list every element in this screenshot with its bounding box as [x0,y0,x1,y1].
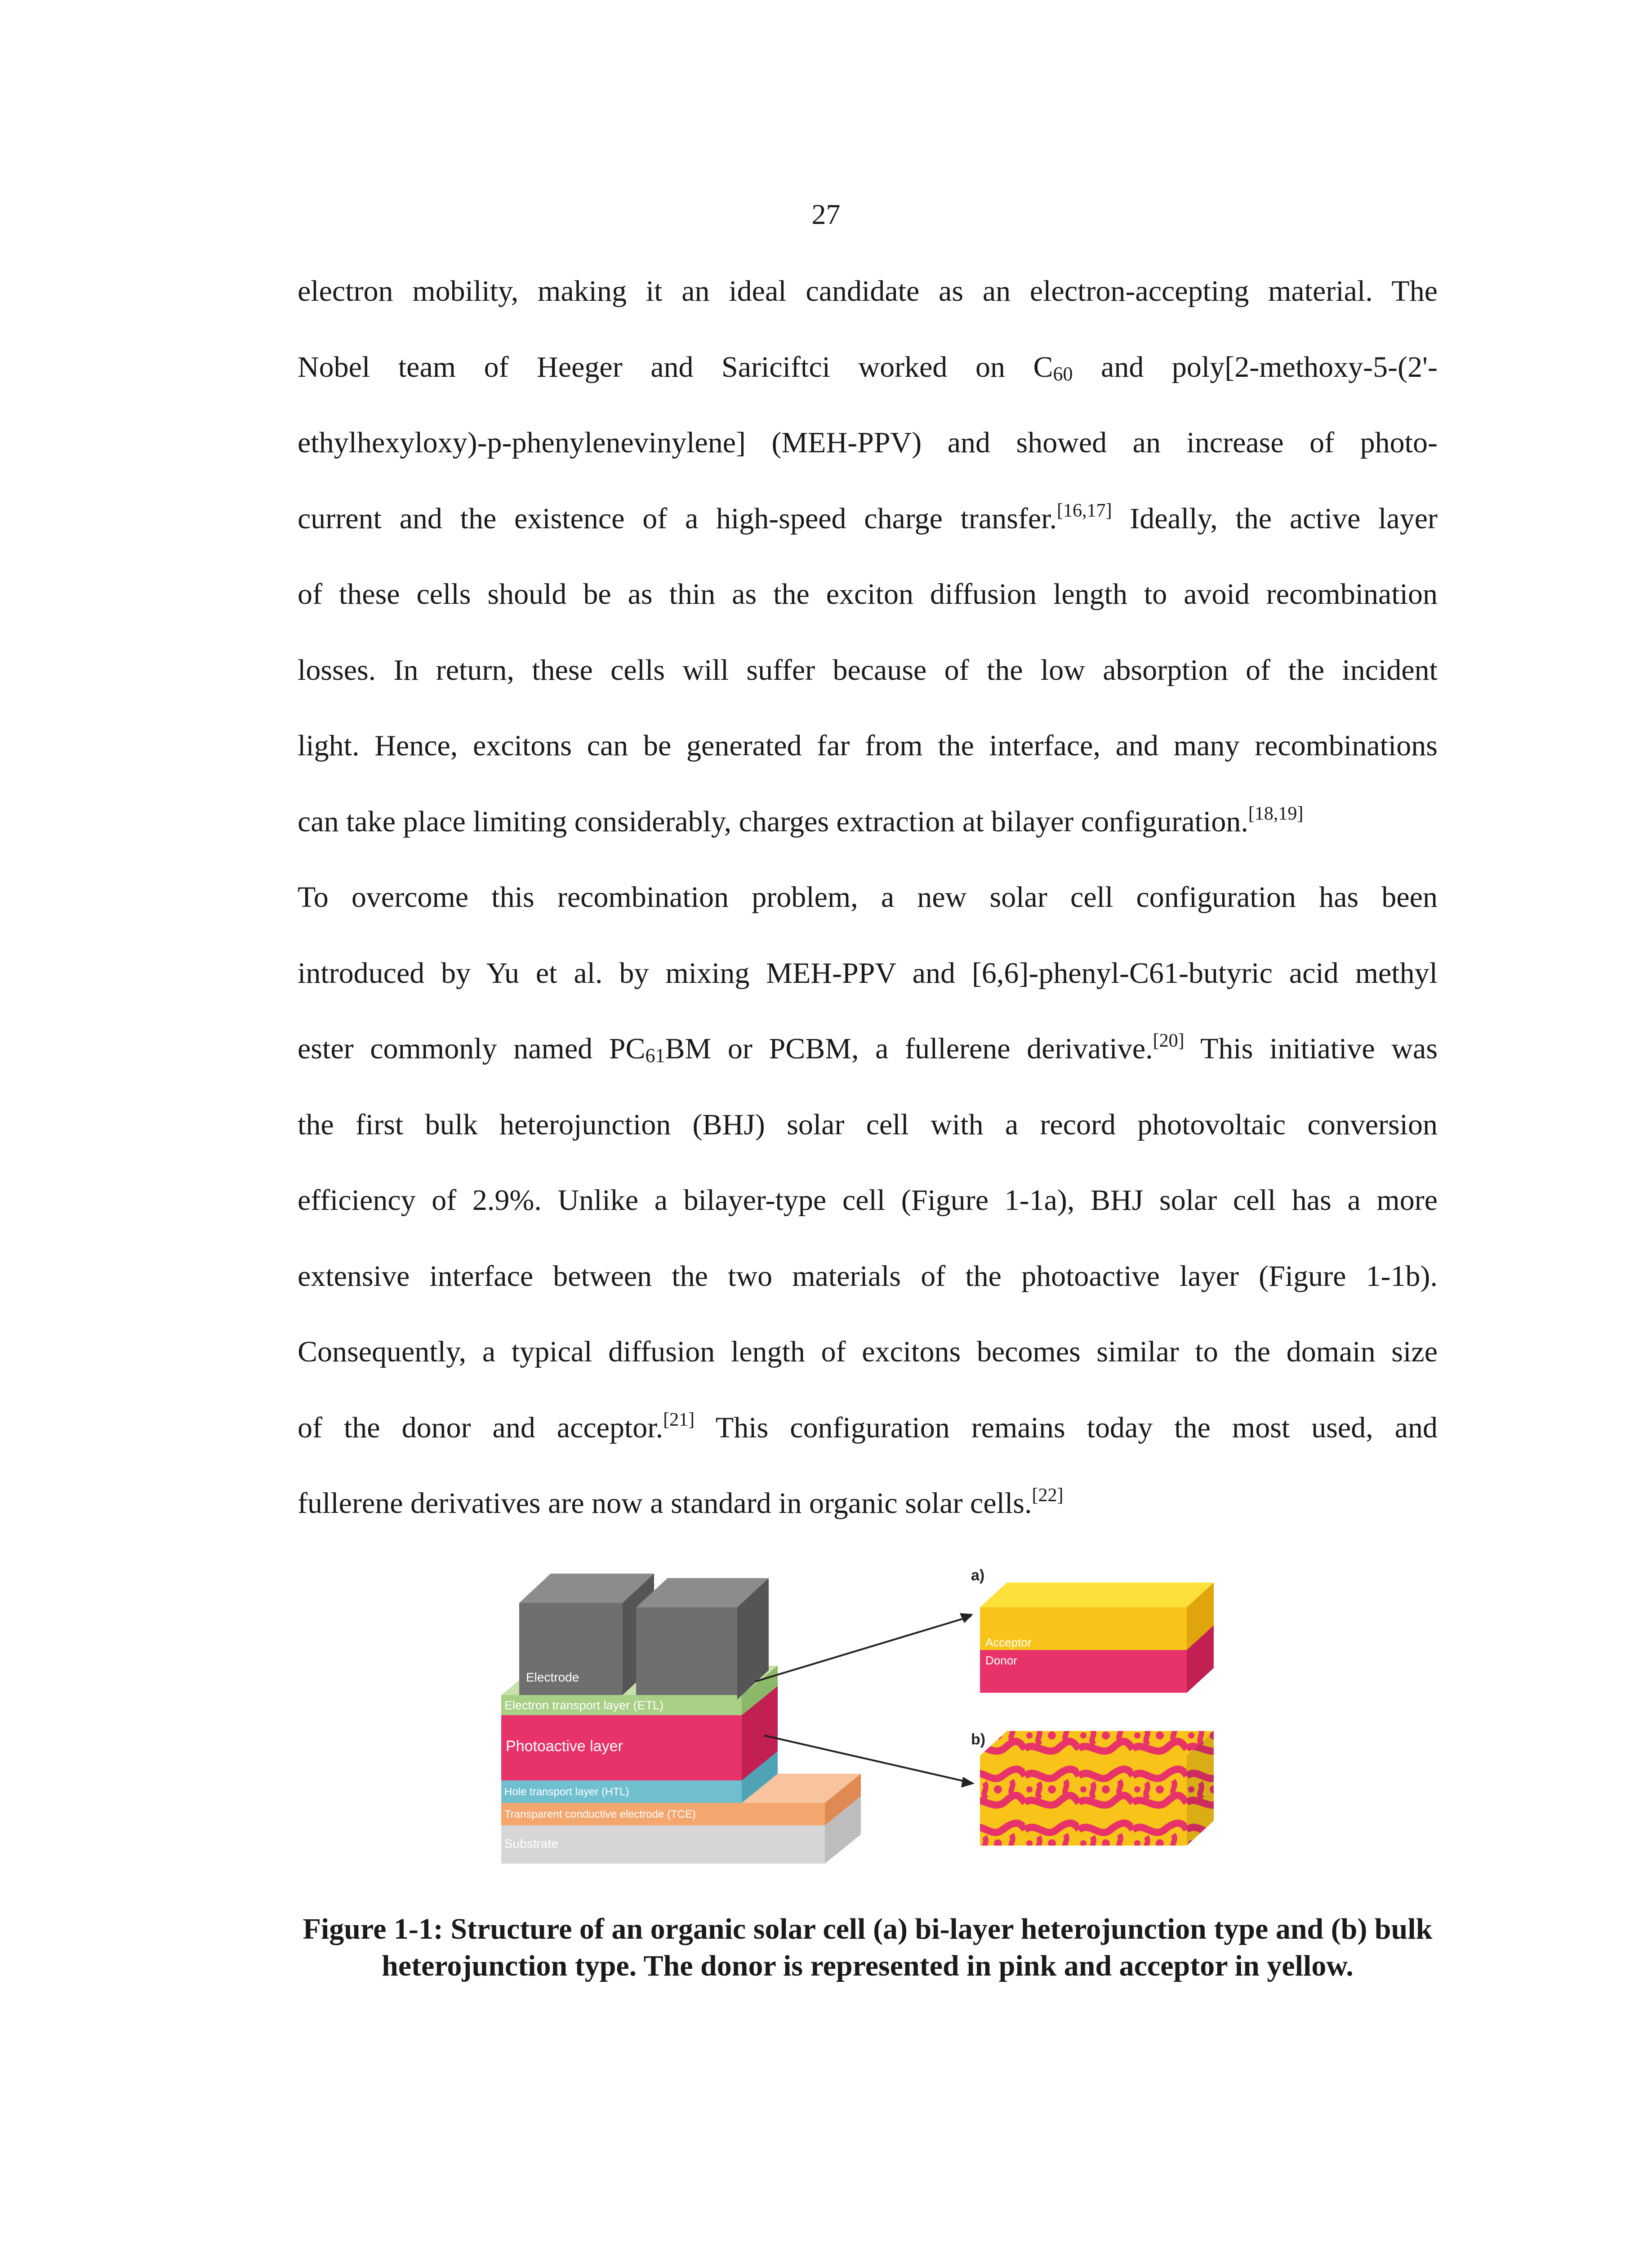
photoactive-label: Photoactive layer [506,1738,623,1755]
solar-cell-diagram [485,1547,1259,1897]
text-line: can take place limiting considerably, charges extraction at bilayer configuration.[18,19] [298,803,1304,838]
text-line: electron mobility, making it an ideal candidate as an electron-accepting material. The [298,275,1438,308]
electrode-right [636,1607,737,1695]
arrow-to-bilayer [755,1616,971,1682]
acceptor-label: Acceptor [985,1636,1032,1649]
text-line: To overcome this recombination problem, a new solar cell configuration has been [298,881,1438,914]
text-line: Nobel team of Heeger and Sariciftci worked on $C_{60}$ and poly[2-methoxy-5-(2'- [298,350,1438,385]
text-line: of these cells should be as thin as the exciton diffusion length to avoid recombination [298,578,1438,611]
panel-b-label: b) [971,1731,986,1748]
body-paragraph [298,265,1438,1553]
text-line: the first bulk heterojunction (BHJ) solar cell with a record photovoltaic conversion [298,1108,1438,1141]
text-line: fullerene derivatives are now a standard in organic solar cells.[22] [298,1485,1064,1520]
panel-a-label: a) [971,1567,985,1584]
bulk-mixture [980,1756,1187,1846]
text-line: ester commonly named $PC_{61}BM$ or PCBM, a fullerene derivative.[20] This initiative was [298,1030,1438,1066]
arrows [755,1613,975,1788]
text-line: current and the existence of a high-speed charge transfer.[16,17] Ideally, the active layer [298,500,1438,535]
solar-cell-figure [485,1547,1259,1897]
substrate-label: Substrate [504,1837,558,1851]
tce-label: Transparent conductive electrode (TCE) [504,1808,696,1820]
electrode-label: Electrode [526,1670,579,1684]
text-line: Consequently, a typical diffusion length of excitons becomes similar to the domain size [298,1335,1438,1368]
text-line: of the donor and acceptor.[21] This configuration remains today the most used, and [298,1409,1438,1444]
page-number: 27 [811,198,841,230]
text-line: losses. In return, these cells will suffer because of the low absorption of the incident [298,653,1438,687]
htl-label: Hole transport layer (HTL) [504,1786,629,1798]
figure-caption: Figure 1-1: Structure of an organic solar cell (a) bi-layer heterojunction type and (b) bulk heterojunction type. The donor is represented in pink and acceptor in yellow. [303,1913,1433,1982]
text-line: introduced by Yu et al. by mixing MEH-PPV and [6,6]-phenyl-C61-butyric acid methyl [298,956,1438,990]
text-line: efficiency of 2.9%. Unlike a bilayer-type cell (Figure 1-1a), BHJ solar cell has a more [298,1184,1438,1217]
text-line: light. Hence, excitons can be generated far from the interface, and many recombinations [298,729,1438,762]
device-stack [501,1574,861,1864]
text-line: extensive interface between the two materials of the photoactive layer (Figure 1-1b). [298,1259,1438,1293]
bulk-panel [971,1731,1214,1846]
bilayer-panel [971,1567,1214,1693]
donor-label: Donor [985,1654,1017,1667]
etl-label: Electron transport layer (ETL) [504,1699,664,1712]
text-line: ethylhexyloxy)-p-phenylenevinylene] (MEH-PPV) and showed an increase of photo- [298,426,1438,459]
